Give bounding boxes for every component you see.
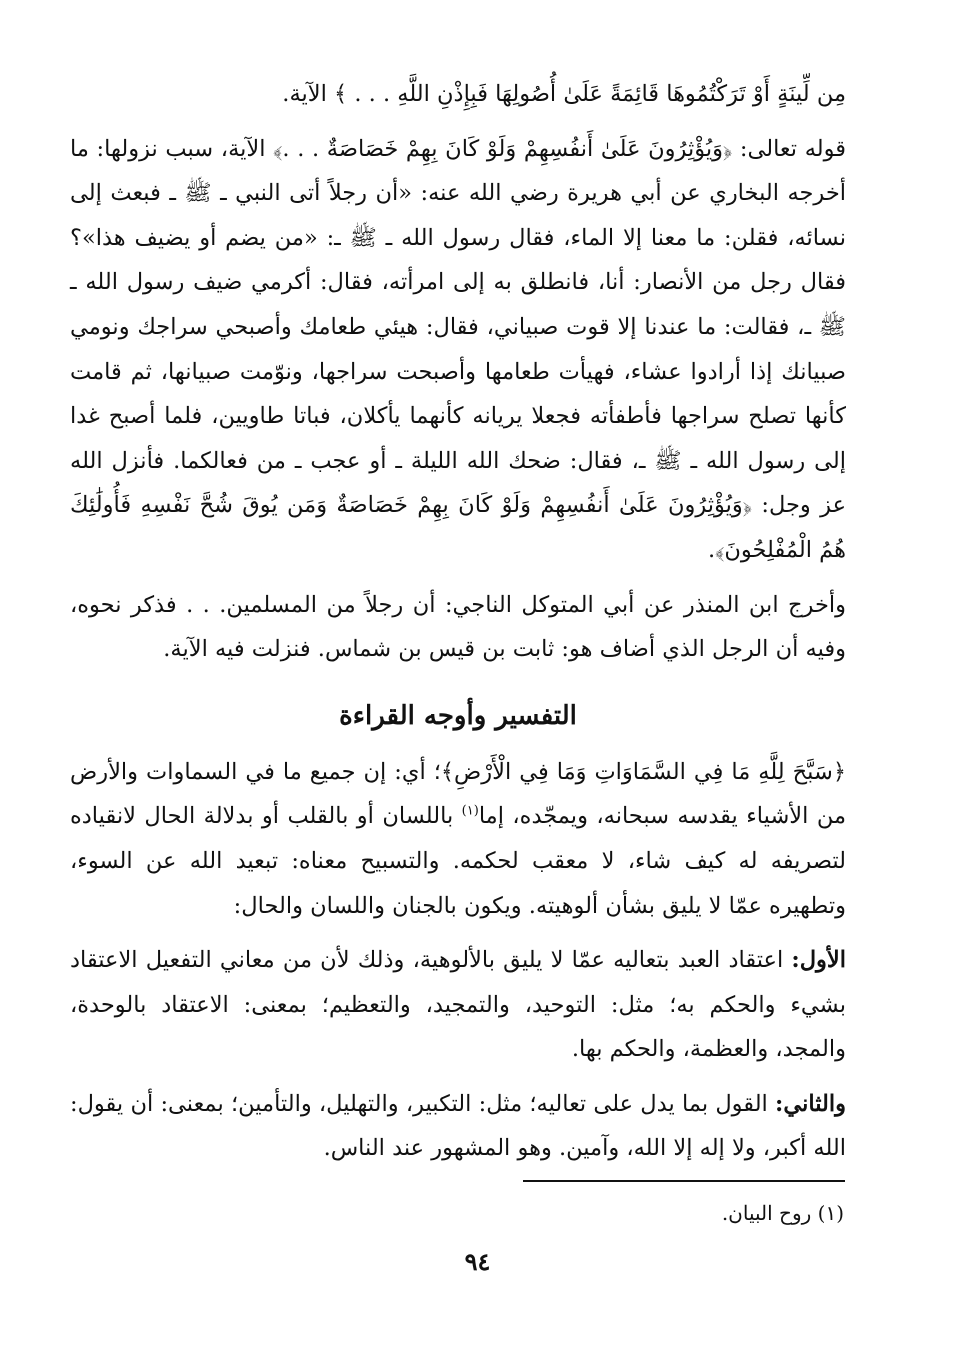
page-number: ٩٤: [464, 1247, 491, 1276]
first-label: الأول:: [791, 947, 846, 974]
tasbih-text-start: ﴿سَبَّحَ لِلَّهِ مَا فِي السَّمَاوَاتِ وَمَا فِي الْأَرْضِ﴾؛ أي: إن جميع ما في السماوات والأرض من الأشياء يقدسه سبحانه، ويمجّده، إما: [70, 758, 847, 830]
page-body: [70, 72, 846, 1171]
first-meaning-text: اعتقاد العبد بتعاليه عمّا لا يليق بالألوهية، وذلك لأن من معاني التفعيل الاعتقاد بشيء والحكم به؛ مثل: التوحيد، والتمجيد، والتعظيم؛ بمعنى: الاعتقاد بالوحدة، والمجد، والعظمة، والحكم بها.: [70, 947, 846, 1063]
paragraph-first-meaning: [70, 938, 846, 1072]
paragraph-second-meaning: [70, 1082, 846, 1171]
verse-continuation: مِن لِّينَةٍ أَوْ تَرَكْتُمُوهَا قَائِمَةً عَلَىٰ أُصُولِهَا فَبِإِذْنِ اللَّهِ . . . ﴾ الآية.: [282, 81, 846, 107]
paragraph-revelation-cause: قوله تعالى: ﴿وَيُؤْثِرُونَ عَلَىٰ أَنفُسِهِمْ وَلَوْ كَانَ بِهِمْ خَصَاصَةٌ . . .﴾ الآية، سبب نزولها: ما أخرجه البخاري عن أبي هريرة رضي الله عنه: «أن رجلاً أتى النبي ـ ﷺ ـ فبعث إلى نسائه، فقلن: ما معنا إلا الماء، فقال رسول الله ـ ﷺ ـ: «من يضم أو يضيف هذا»؟ فقال رجل من الأنصار: أنا، فانطلق به إلى امرأته، فقال: أكرمي ضيف رسول الله ـ ﷺ ـ، فقالت: ما عندنا إلا قوت صبياني، فقال: هيئي طعامك وأصبحي سراجك ونومي صبيانك إذا أرادوا عشاء، فهيأت طعامها وأصبحت سراجها، ونوّمت صبيانها، ثم قامت كأنها تصلح سراجها فأطفأته فجعلا يريانه كأنهما يأكلان، فباتا طاويين، فلما أصبح غدا إلى رسول الله ـ ﷺ ـ، فقال: ضحك الله الليلة ـ أو عجب ـ من فعالكما. فأنزل الله عز وجل: ﴿وَيُؤْثِرُونَ عَلَىٰ أَنفُسِهِمْ وَلَوْ كَانَ بِهِمْ خَصَاصَةٌ وَمَن يُوقَ شُحَّ نَفْسِهِ فَأُولَٰئِكَ هُمُ الْمُفْلِحُونَ﴾.: [70, 135, 846, 563]
second-label: والثاني:: [775, 1090, 846, 1117]
footnote-divider: [523, 1180, 845, 1182]
paragraph-tasbih: [70, 750, 846, 928]
footnote: (١) روح البيان.: [721, 1201, 844, 1225]
paragraph-second-narration: وأخرج ابن المنذر عن أبي المتوكل الناجي: أن رجلاً من المسلمين. . . فذكر نحوه، وفيه أن الرجل الذي أضاف هو: ثابت بن قيس بن شماس. فنزلت فيه الآية.: [70, 591, 846, 663]
section-heading: التفسير وأوجه القراءة: [339, 700, 577, 731]
footnote-reference: (١): [461, 803, 479, 819]
second-meaning-text: القول بما يدل على تعاليه؛ مثل: التكبير، والتهليل، والتأمين؛ بمعنى: أن يقول: الله أكبر، ولا إله إلا الله، وآمين. وهو المشهور عند الناس.: [70, 1090, 846, 1162]
tasbih-text-end: باللسان أو بالقلب أو بدلالة الحال لانقياده لتصريفه له كيف شاء، لا معقب لحكمه. والتسبيح معناه: تبعيد الله عن السوء، وتطهيره عمّا لا يليق بشأن ألوهيته. ويكون بالجنان واللسان والحال:: [70, 803, 846, 919]
